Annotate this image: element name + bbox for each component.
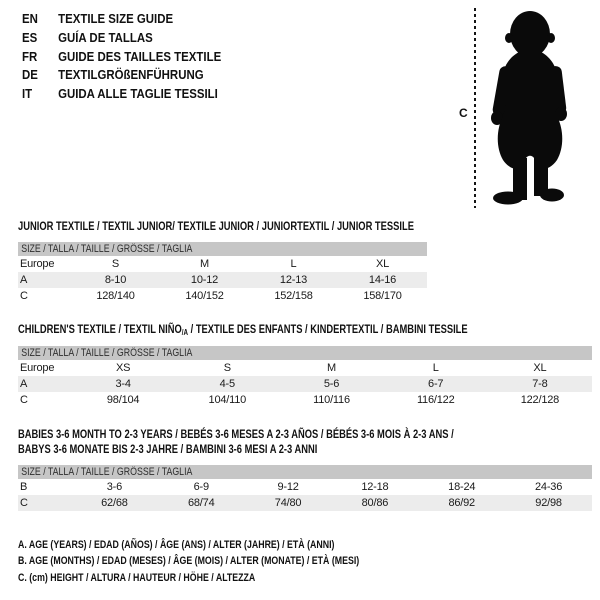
babies-table-title [18,427,454,457]
age-cell: 7-8 [532,378,548,390]
table-row-age-years [18,272,427,288]
babies-title-line2: BABYS 3-6 MONATE BIS 2-3 JAHRE / BAMBINI 3-6 MESI A 2-3 ANNI [18,442,318,456]
height-cell: 68/74 [187,497,215,509]
language-code: IT [22,86,33,102]
footnote-b: B. AGE (MONTHS) / EDAD (MESES) / ÂGE (MOIS) / ALTER (MONATE) / ETÀ (MESI) [18,555,360,568]
row-label: A [20,274,28,286]
age-cell: 14-16 [368,274,397,286]
baby-silhouette-icon [486,8,574,208]
children-title-text: CHILDREN'S TEXTILE / TEXTIL NIÑO [18,322,182,336]
language-code: EN [22,11,38,26]
age-cell: 12-18 [361,481,389,493]
row-label: B [20,481,28,493]
size-cell: M [327,362,336,374]
row-label: C [20,497,28,509]
height-cell: 128/140 [96,290,135,302]
size-header-text: SIZE / TALLA / TAILLE / GRÖSSE / TAGLIA [21,243,193,255]
size-cell: XL [375,258,390,270]
size-cell: S [111,258,120,270]
table-row-height-cm [18,392,592,408]
age-cell: 10-12 [190,274,219,286]
language-row-it [22,85,221,104]
table-row-height-cm [18,495,592,511]
children-size-table [18,346,592,408]
size-header-text: SIZE / TALLA / TAILLE / GRÖSSE / TAGLIA [21,466,193,478]
table-row-age-years [18,376,592,392]
height-cell: 158/170 [363,290,402,302]
height-cell: 98/104 [106,394,140,406]
height-cell: 122/128 [520,394,560,406]
size-header-text: SIZE / TALLA / TAILLE / GRÖSSE / TAGLIA [21,347,193,359]
height-dashed-line [474,8,476,208]
age-cell: 5-6 [323,378,340,390]
height-cell: 140/152 [185,290,224,302]
table-row-age-months [18,479,592,495]
language-row-en [22,10,221,29]
size-cell: XL [533,362,547,374]
junior-size-table [18,242,427,304]
footnote-legend [18,537,359,586]
size-cell: M [200,258,209,270]
table-row-europe [18,256,427,272]
age-cell: 18-24 [448,481,476,493]
size-header-bar [18,242,427,256]
row-label: Europe [20,258,55,270]
height-cell: 110/116 [313,394,350,406]
language-title-list [22,10,248,104]
size-cell: L [290,258,297,270]
footnote-a: A. AGE (YEARS) / EDAD (AÑOS) / ÂGE (ANS) / ALTER (JAHRE) / ETÀ (ANNI) [18,539,335,551]
size-cell: XS [115,362,131,374]
height-cell: 152/158 [274,290,313,302]
language-row-de [22,66,221,85]
language-title: GUIDA ALLE TAGLIE TESSILI [58,86,218,102]
language-title: GUIDE DES TAILLES TEXTILE [58,48,222,64]
table-row-europe [18,360,592,376]
height-cell: 104/110 [208,394,247,406]
age-cell: 3-4 [115,378,131,390]
children-title-text: / TEXTILE DES ENFANTS / KINDERTEXTIL / BAMBINI TESSILE [188,322,468,336]
row-label: A [20,378,28,390]
language-code: DE [22,67,38,83]
height-cell: 74/80 [274,497,302,509]
height-cell: 92/98 [535,497,562,509]
children-table-title [18,322,468,340]
language-code: FR [22,48,38,64]
language-code: ES [22,29,38,45]
babies-size-table [18,465,592,511]
size-header-bar [18,346,592,360]
size-cell: L [432,362,439,374]
age-cell: 12-13 [279,274,308,286]
row-label: C [20,290,28,302]
age-cell: 4-5 [219,378,235,390]
age-cell: 6-9 [193,481,209,493]
language-title: TEXTILGRÖßENFÜHRUNG [58,67,204,83]
language-row-fr [22,48,221,67]
language-title: TEXTILE SIZE GUIDE [58,11,174,26]
age-cell: 9-12 [277,481,299,493]
height-cell: 80/86 [361,497,389,509]
footnote-c: C. (cm) HEIGHT / ALTURA / HAUTEUR / HÖHE / ALTEZZA [18,571,256,584]
age-cell: 8-10 [104,274,127,286]
age-cell: 6-7 [428,378,444,390]
junior-table-title: JUNIOR TEXTILE / TEXTIL JUNIOR/ TEXTILE JUNIOR / JUNIORTEXTIL / JUNIOR TESSILE [18,219,414,233]
size-cell: S [223,362,231,374]
row-label: C [20,394,28,406]
language-title: GUÍA DE TALLAS [58,29,153,45]
language-row-es [22,29,221,48]
age-cell: 3-6 [106,481,123,493]
row-label: Europe [20,362,55,374]
size-header-bar [18,465,592,479]
height-cell: 116/122 [416,394,455,406]
age-cell: 24-36 [534,481,563,493]
height-measure-label: C [459,106,468,120]
height-cell: 62/68 [101,497,128,509]
children-title-subscript: /A [181,328,189,337]
table-row-height-cm [18,288,427,304]
babies-title-line1: BABIES 3-6 MONTH TO 2-3 YEARS / BEBÉS 3-6 MESES A 2-3 AÑOS / BÉBÉS 3-6 MOIS À 2-3 ANS / [18,427,454,441]
height-cell: 86/92 [448,497,475,509]
